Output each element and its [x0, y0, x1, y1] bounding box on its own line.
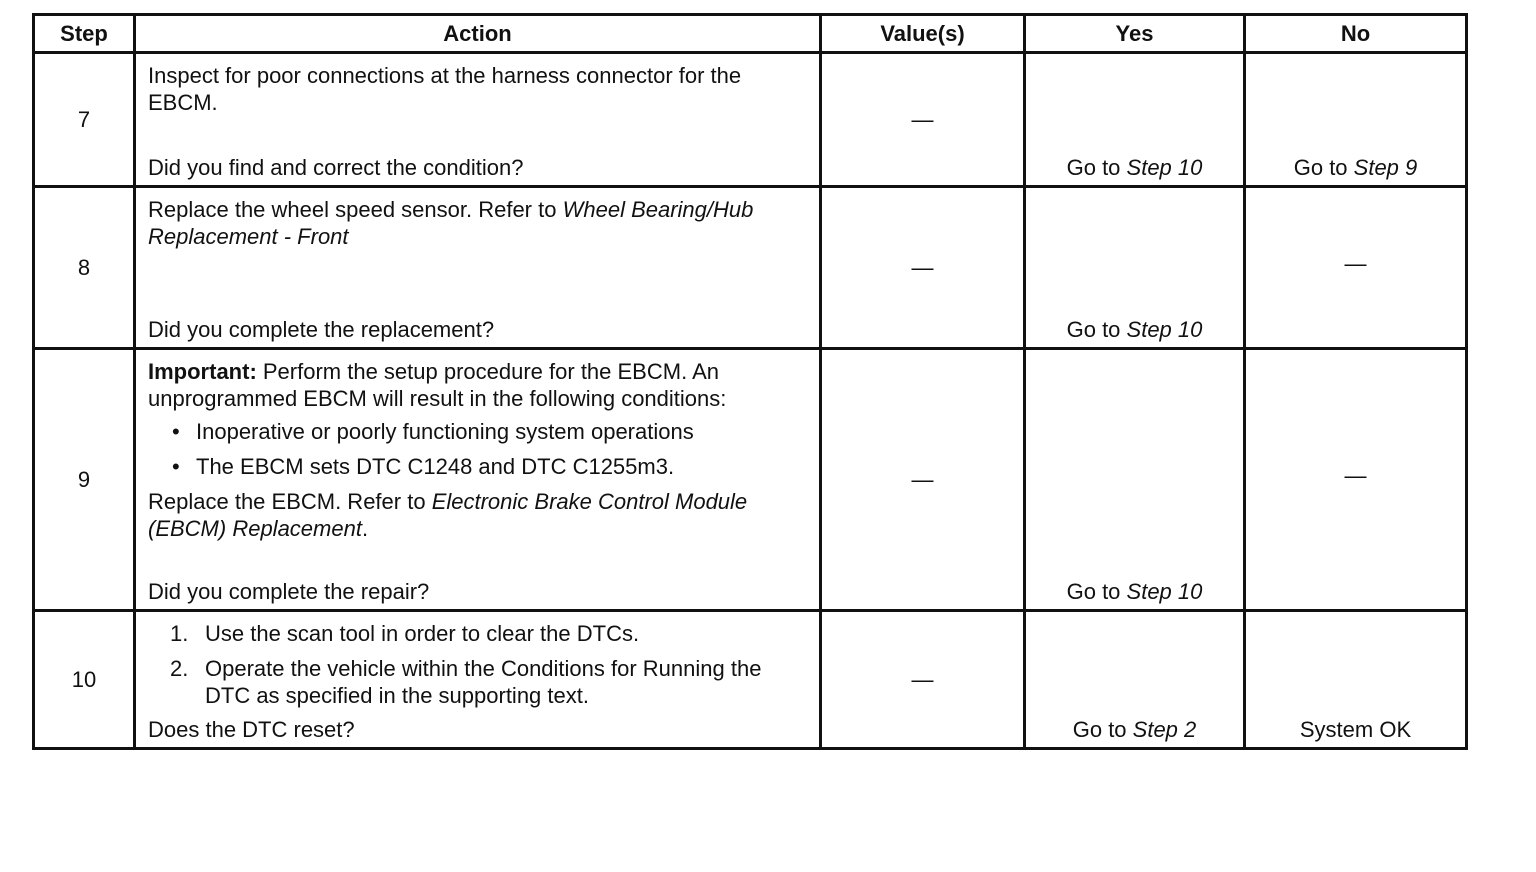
- header-values: Value(s): [821, 15, 1025, 53]
- table-row-step-7: [34, 53, 1467, 187]
- list-item: • Inoperative or poorly functioning system operations: [172, 419, 694, 444]
- value-cell: —: [821, 349, 1025, 611]
- action-question: Did you find and correct the condition?: [148, 155, 524, 180]
- procedure-list: [148, 620, 809, 709]
- header-action: Action: [135, 15, 821, 53]
- action-question: Did you complete the repair?: [148, 579, 430, 604]
- table-row-step-8: [34, 187, 1467, 349]
- no-cell: [1245, 349, 1467, 611]
- list-item: • The EBCM sets DTC C1248 and DTC C1255m3.: [172, 454, 675, 479]
- action-question: Does the DTC reset?: [148, 717, 355, 742]
- table-row-step-9: [34, 349, 1467, 611]
- step-number: 8: [34, 187, 135, 349]
- action-text: Inspect for poor connections at the harness connector for the EBCM.: [148, 63, 742, 115]
- condition-list: [148, 418, 809, 480]
- step-number: 10: [34, 611, 135, 749]
- yes-prefix: Go to: [1066, 579, 1127, 604]
- no-cell: [1245, 187, 1467, 349]
- header-no: No: [1245, 15, 1467, 53]
- action-cell: [135, 53, 821, 187]
- value-cell: —: [821, 53, 1025, 187]
- action-question: Did you complete the replacement?: [148, 317, 495, 342]
- no-value: —: [1344, 462, 1367, 488]
- step-number: 7: [34, 53, 135, 187]
- no-value: —: [1344, 250, 1367, 276]
- no-cell: [1245, 611, 1467, 749]
- table-header-row: [34, 15, 1467, 53]
- yes-prefix: Go to: [1066, 155, 1127, 180]
- replace-text: Replace the EBCM. Refer to: [148, 489, 432, 514]
- diagnostic-table: [32, 13, 1468, 750]
- important-label: Important:: [148, 359, 257, 384]
- yes-step-link: Step 10: [1126, 317, 1203, 342]
- header-yes: Yes: [1025, 15, 1245, 53]
- yes-cell: [1025, 349, 1245, 611]
- yes-prefix: Go to: [1072, 717, 1133, 742]
- action-text: Replace the wheel speed sensor. Refer to: [148, 197, 563, 222]
- yes-step-link: Step 2: [1132, 717, 1197, 742]
- header-step: Step: [34, 15, 135, 53]
- yes-step-link: Step 10: [1126, 155, 1203, 180]
- bullet-icon: •: [172, 454, 180, 479]
- yes-prefix: Go to: [1066, 317, 1127, 342]
- important-text: Perform the setup procedure for the EBCM. An unprogrammed EBCM will result in the following conditions:: [148, 359, 727, 411]
- yes-cell: [1025, 187, 1245, 349]
- value-cell: —: [821, 187, 1025, 349]
- action-cell: Important: Perform the setup procedure for the EBCM. An unprogrammed EBCM will result in the following conditions: • Inoperative or poorly functioning system operations • The EBCM sets DTC C1248 and DTC C1255m3. Replace the EBCM. Refer to Electronic Brake Control Module (EBCM) Replacement. Did you complete the repair?: [135, 349, 821, 611]
- list-item: 1. Use the scan tool in order to clear the DTCs.: [170, 621, 640, 646]
- action-reference: Wheel Bearing/Hub Replacement - Front: [148, 197, 754, 249]
- bullet-icon: •: [172, 419, 180, 444]
- table-row-step-10: [34, 611, 1467, 749]
- action-cell: [135, 187, 821, 349]
- list-item: 2. Operate the vehicle within the Conditions for Running the DTC as specified in the supporting text.: [170, 656, 762, 708]
- action-reference: Electronic Brake Control Module (EBCM) Replacement: [148, 489, 748, 541]
- value-cell: —: [821, 611, 1025, 749]
- no-result: System OK: [1299, 717, 1412, 742]
- no-cell: [1245, 53, 1467, 187]
- no-step-link: Step 9: [1353, 155, 1418, 180]
- yes-cell: [1025, 53, 1245, 187]
- action-cell: [135, 611, 821, 749]
- step-number: 9: [34, 349, 135, 611]
- no-prefix: Go to: [1293, 155, 1354, 180]
- yes-cell: [1025, 611, 1245, 749]
- yes-step-link: Step 10: [1126, 579, 1203, 604]
